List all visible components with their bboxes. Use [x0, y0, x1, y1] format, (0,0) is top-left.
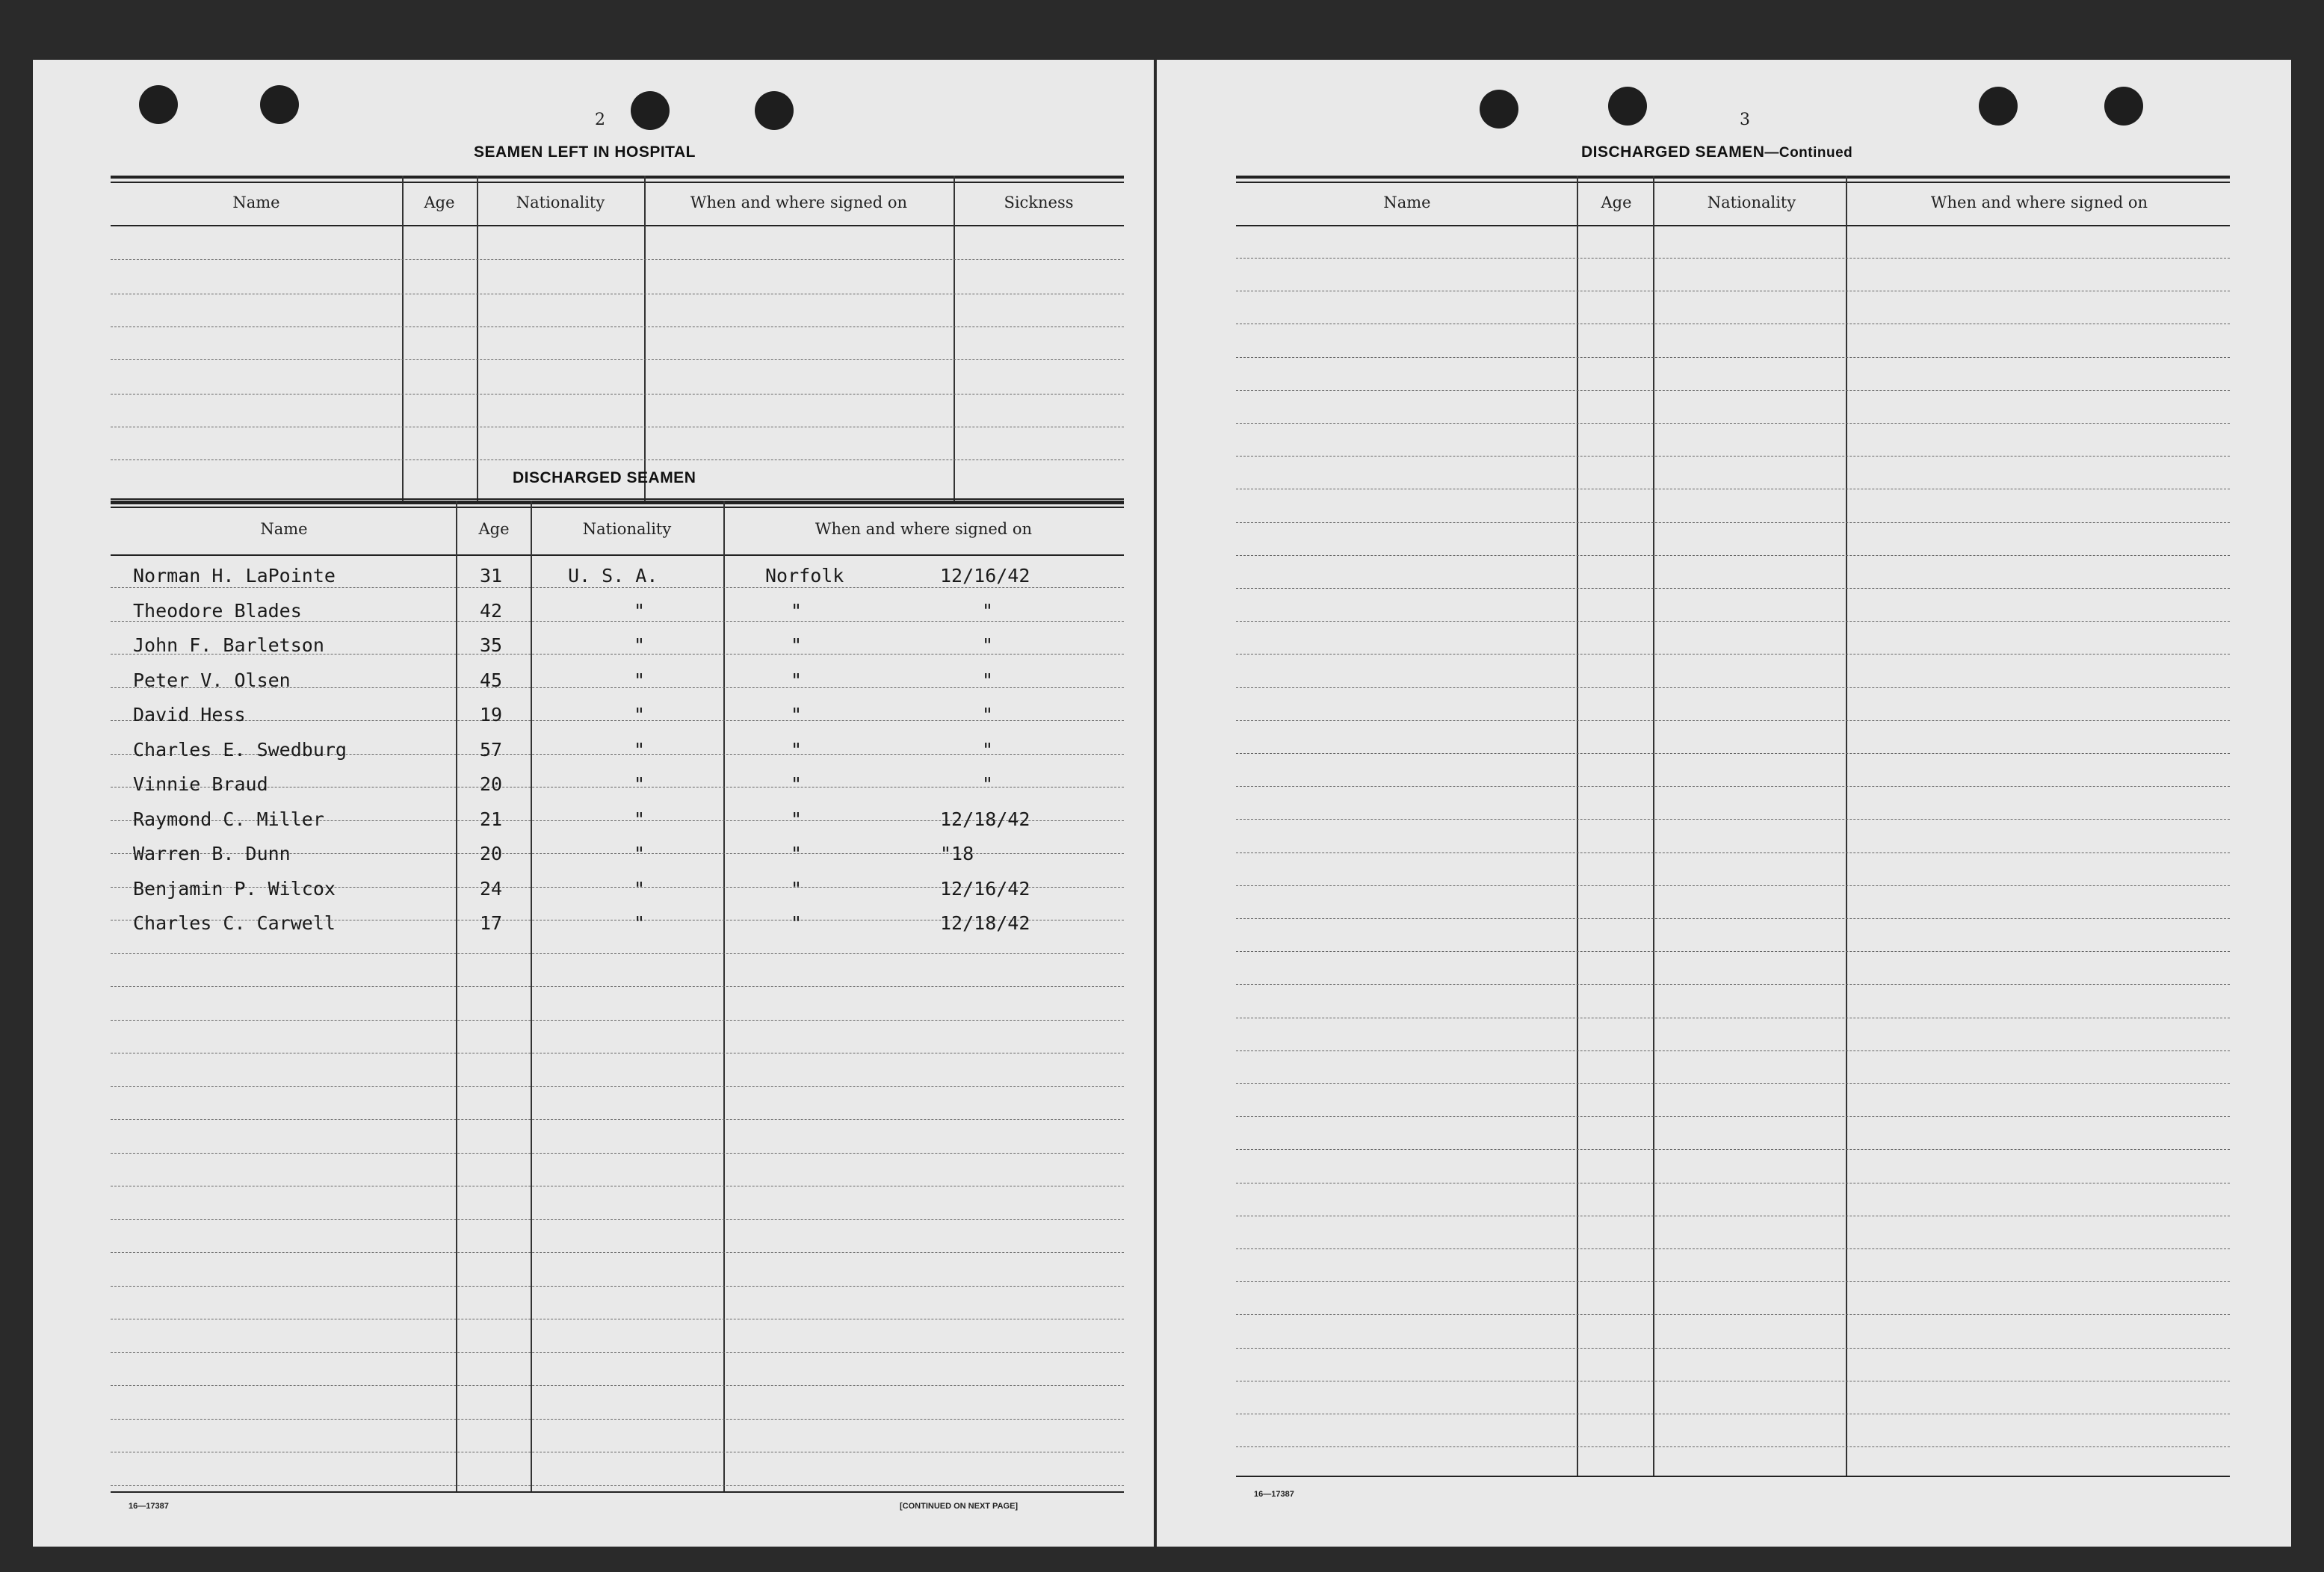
cell-name: Warren B. Dunn — [133, 843, 291, 864]
cell-nationality: " — [634, 738, 646, 761]
cell-age: 17 — [480, 912, 503, 934]
cell-name: Vinnie Braud — [133, 773, 268, 795]
discharged-table — [111, 501, 1124, 1494]
column-header-sickness: Sickness — [1004, 194, 1074, 211]
cell-place: " — [791, 669, 803, 691]
ruled-line — [1236, 1281, 2230, 1282]
cell-nationality: U. S. A. — [568, 565, 658, 587]
column-header-name: Name — [232, 194, 280, 211]
cell-age: 20 — [480, 773, 503, 795]
cell-nationality: " — [634, 704, 646, 725]
ruled-line — [1236, 588, 2230, 589]
ruled-line — [111, 1219, 1124, 1220]
cell-name: Charles C. Carwell — [133, 912, 336, 934]
cell-place: " — [791, 704, 803, 725]
cell-age: 45 — [480, 669, 503, 691]
page-number: 2 — [595, 111, 605, 129]
punch-hole — [631, 91, 670, 130]
cell-age: 31 — [480, 565, 503, 587]
cell-place: " — [791, 912, 803, 934]
column-header-signed-on: When and where signed on — [815, 520, 1033, 538]
cell-place: " — [791, 843, 803, 864]
column-header-nationality: Nationality — [582, 520, 672, 538]
cell-age: 21 — [480, 808, 503, 830]
cell-nationality: " — [634, 912, 646, 934]
ruled-line — [111, 1286, 1124, 1287]
hospital-section-title: SEAMEN LEFT IN HOSPITAL — [474, 143, 696, 161]
cell-age: 57 — [480, 738, 503, 761]
punch-hole — [2104, 87, 2143, 126]
ruled-line — [1236, 555, 2230, 556]
cell-nationality: " — [634, 808, 646, 830]
cell-date: 12/16/42 — [940, 565, 1030, 587]
ruled-line — [1236, 720, 2230, 721]
ruled-line — [1236, 819, 2230, 820]
ruled-line — [1236, 1050, 2230, 1051]
cell-date: " — [982, 599, 994, 622]
punch-hole — [139, 85, 178, 124]
cell-nationality: " — [634, 599, 646, 622]
cell-name: David Hess — [133, 704, 246, 725]
cell-date: 12/16/42 — [940, 877, 1030, 900]
ruled-line — [1236, 357, 2230, 358]
ruled-line — [111, 1352, 1124, 1353]
form-code: 16—17387 — [129, 1502, 169, 1511]
punch-hole — [1480, 90, 1518, 129]
ruled-line — [1236, 885, 2230, 886]
cell-name: Theodore Blades — [133, 599, 302, 622]
ruled-line — [111, 720, 1124, 721]
ruled-line — [1236, 522, 2230, 523]
column-header-nationality: Nationality — [1707, 194, 1796, 211]
cell-name: Charles E. Swedburg — [133, 738, 347, 761]
ruled-line — [111, 1419, 1124, 1420]
cell-name: John F. Barletson — [133, 634, 324, 656]
cell-name: Raymond C. Miller — [133, 808, 324, 830]
right-page — [1157, 60, 2291, 1547]
ruled-line — [1236, 390, 2230, 391]
discharged-section-title: DISCHARGED SEAMEN — [513, 469, 696, 486]
continued-section-title — [1581, 143, 1852, 161]
cell-place: " — [791, 877, 803, 900]
cell-date: 12/18/42 — [940, 808, 1030, 830]
column-header-age: Age — [478, 520, 510, 538]
hospital-table — [111, 176, 1124, 508]
cell-place: " — [791, 738, 803, 761]
ruled-line — [111, 953, 1124, 954]
cell-nationality: " — [634, 634, 646, 656]
ruled-line — [1236, 621, 2230, 622]
cell-place: " — [791, 773, 803, 795]
ruled-line — [1236, 1083, 2230, 1084]
cell-name: Peter V. Olsen — [133, 669, 291, 691]
ruled-line — [111, 1119, 1124, 1120]
ruled-line — [1236, 1446, 2230, 1447]
form-code: 16—17387 — [1254, 1490, 1294, 1499]
ruled-line — [1236, 423, 2230, 424]
ruled-line — [1236, 1116, 2230, 1117]
ruled-line — [111, 1020, 1124, 1021]
ruled-line — [1236, 1248, 2230, 1249]
cell-age: 24 — [480, 877, 503, 900]
cell-age: 20 — [480, 843, 503, 864]
cell-place: " — [791, 599, 803, 622]
continued-note: [CONTINUED ON NEXT PAGE] — [900, 1502, 1019, 1511]
cell-age: 35 — [480, 634, 503, 656]
cell-nationality: " — [634, 843, 646, 864]
cell-name: Benjamin P. Wilcox — [133, 877, 336, 900]
cell-age: 42 — [480, 599, 503, 622]
punch-hole — [1979, 87, 2018, 126]
cell-date: " — [982, 704, 994, 725]
cell-place: " — [791, 634, 803, 656]
ruled-line — [1236, 258, 2230, 259]
cell-place: " — [791, 808, 803, 830]
ruled-line — [1236, 1314, 2230, 1315]
punch-hole — [755, 91, 794, 130]
punch-hole — [1608, 87, 1647, 126]
ruled-line — [1236, 753, 2230, 754]
cell-place: Norfolk — [765, 565, 844, 587]
page-number: 3 — [1740, 111, 1750, 129]
ruled-line — [1236, 951, 2230, 952]
ruled-line — [1236, 984, 2230, 985]
discharged-continued-table — [1236, 176, 2230, 1479]
column-header-age: Age — [424, 194, 455, 211]
cell-date: 12/18/42 — [940, 912, 1030, 934]
ruled-line — [1236, 786, 2230, 787]
cell-date: " — [982, 738, 994, 761]
cell-nationality: " — [634, 773, 646, 795]
cell-date: "18 — [940, 843, 974, 864]
punch-hole — [260, 85, 299, 124]
ruled-line — [111, 986, 1124, 987]
ruled-line — [111, 1086, 1124, 1087]
cell-age: 19 — [480, 704, 503, 725]
cell-name: Norman H. LaPointe — [133, 565, 336, 587]
cell-date: " — [982, 669, 994, 691]
ruled-line — [111, 1153, 1124, 1154]
ruled-line — [1236, 456, 2230, 457]
cell-date: " — [982, 634, 994, 656]
ruled-line — [1236, 1348, 2230, 1349]
ruled-line — [111, 1385, 1124, 1386]
cell-date: " — [982, 773, 994, 795]
column-header-nationality: Nationality — [516, 194, 605, 211]
ruled-line — [111, 587, 1124, 588]
column-header-age: Age — [1601, 194, 1632, 211]
ruled-line — [1236, 687, 2230, 688]
title-main: DISCHARGED SEAMEN — [1581, 143, 1765, 161]
column-header-name: Name — [260, 520, 308, 538]
column-header-signed-on: When and where signed on — [690, 194, 908, 211]
column-header-name: Name — [1383, 194, 1431, 211]
ruled-line — [111, 1252, 1124, 1253]
left-page — [33, 60, 1154, 1547]
cell-nationality: " — [634, 877, 646, 900]
column-header-signed-on: When and where signed on — [1930, 194, 2148, 211]
cell-nationality: " — [634, 669, 646, 691]
ruled-line — [1236, 918, 2230, 919]
ruled-line — [1236, 1149, 2230, 1150]
ruled-line — [1236, 654, 2230, 655]
ruled-line — [1236, 852, 2230, 853]
ruled-line — [111, 1485, 1124, 1486]
title-continued: —Continued — [1764, 145, 1853, 161]
